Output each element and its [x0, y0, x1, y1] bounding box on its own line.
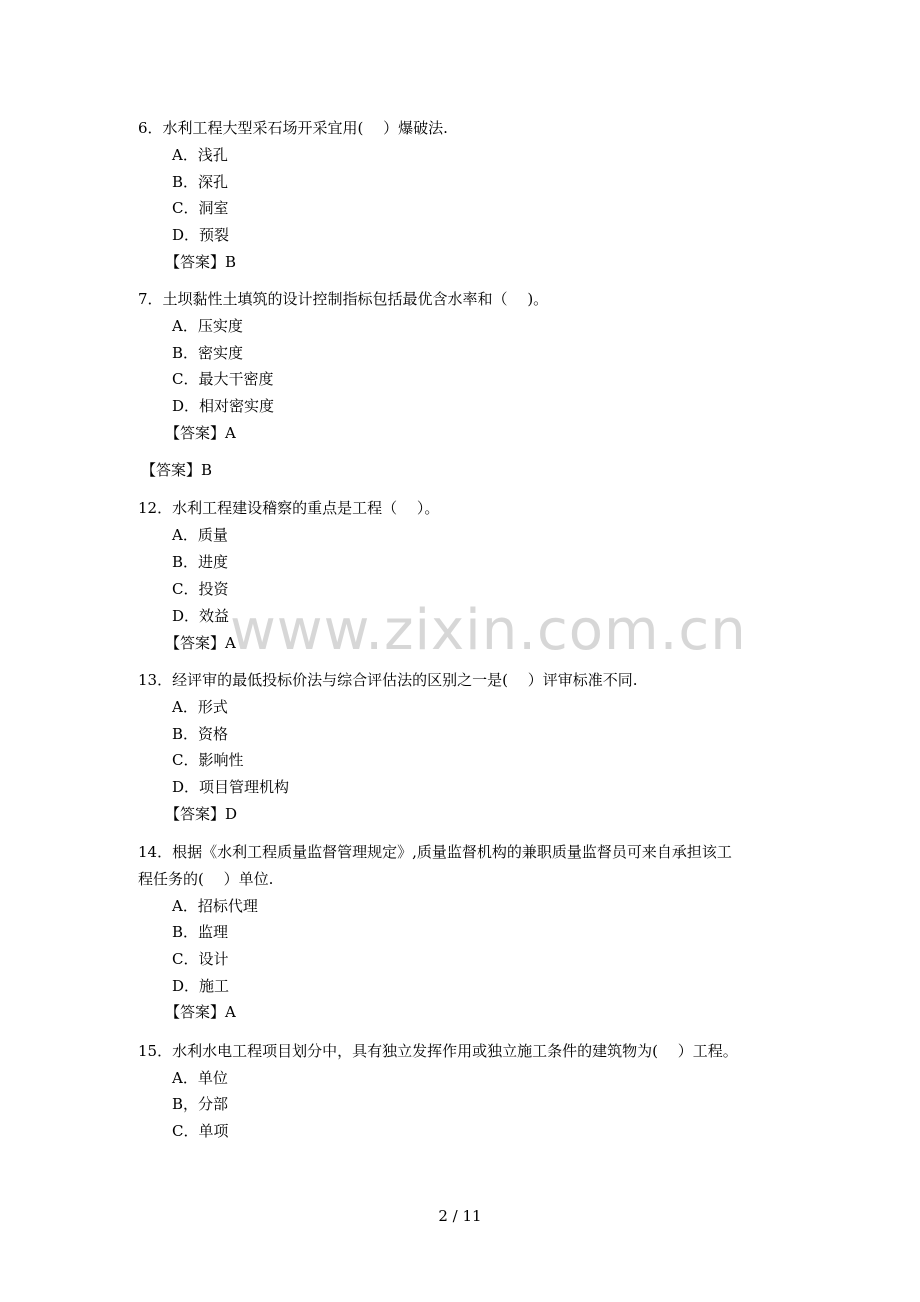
question-6-option-a: A．浅孔 [172, 146, 228, 164]
question-14-option-b: B．监理 [172, 923, 229, 941]
standalone-answer: 【答案】B [141, 461, 213, 479]
question-13-option-a: A．形式 [172, 698, 228, 716]
question-15-option-c: C．单项 [172, 1122, 229, 1140]
question-14-option-d: D．施工 [172, 977, 230, 995]
watermark: www.zixin.com.cn [230, 598, 747, 663]
question-13-option-c: C．影响性 [172, 751, 244, 769]
question-12-stem: 12．水利工程建设稽察的重点是工程（ ）。 [138, 499, 440, 517]
question-14-stem-line-2: 程任务的( ）单位. [138, 870, 274, 888]
question-15-stem: 15．水利水电工程项目划分中，具有独立发挥作用或独立施工条件的建筑物为( ）工程。 [138, 1042, 738, 1060]
question-14-option-a: A．招标代理 [172, 897, 258, 915]
page-number: 2 / 11 [438, 1207, 482, 1225]
question-15-option-b: B，分部 [172, 1095, 229, 1113]
question-6-stem: 6．水利工程大型采石场开采宜用( ）爆破法. [138, 119, 448, 137]
question-13-stem: 13．经评审的最低投标价法与综合评估法的区别之一是( ）评审标准不同. [138, 671, 638, 689]
question-14-stem-line-1: 14．根据《水利工程质量监督管理规定》,质量监督机构的兼职质量监督员可来自承担该工 [138, 843, 732, 861]
question-12-option-c: C．投资 [172, 580, 229, 598]
question-12-option-b: B．进度 [172, 553, 229, 571]
question-12-option-d: D．效益 [172, 607, 230, 625]
question-13-option-b: B．资格 [172, 725, 229, 743]
question-12-option-a: A．质量 [172, 526, 228, 544]
question-6-option-d: D．预裂 [172, 226, 230, 244]
question-7-option-d: D．相对密实度 [172, 397, 275, 415]
question-14-option-c: C．设计 [172, 950, 229, 968]
question-15-option-a: A．单位 [172, 1069, 228, 1087]
question-6-option-b: B．深孔 [172, 173, 229, 191]
question-13-answer: 【答案】D [165, 805, 238, 823]
question-12-answer: 【答案】A [165, 634, 236, 652]
question-13-option-d: D．项目管理机构 [172, 778, 290, 796]
question-7-option-c: C．最大干密度 [172, 370, 274, 388]
question-6-answer: 【答案】B [165, 253, 237, 271]
question-7-option-b: B．密实度 [172, 344, 244, 362]
question-14-answer: 【答案】A [165, 1003, 236, 1021]
question-7-answer: 【答案】A [165, 424, 236, 442]
question-6-option-c: C．洞室 [172, 199, 229, 217]
question-7-stem: 7．土坝黏性土填筑的设计控制指标包括最优含水率和（ )。 [138, 290, 549, 308]
question-7-option-a: A．压实度 [172, 317, 243, 335]
